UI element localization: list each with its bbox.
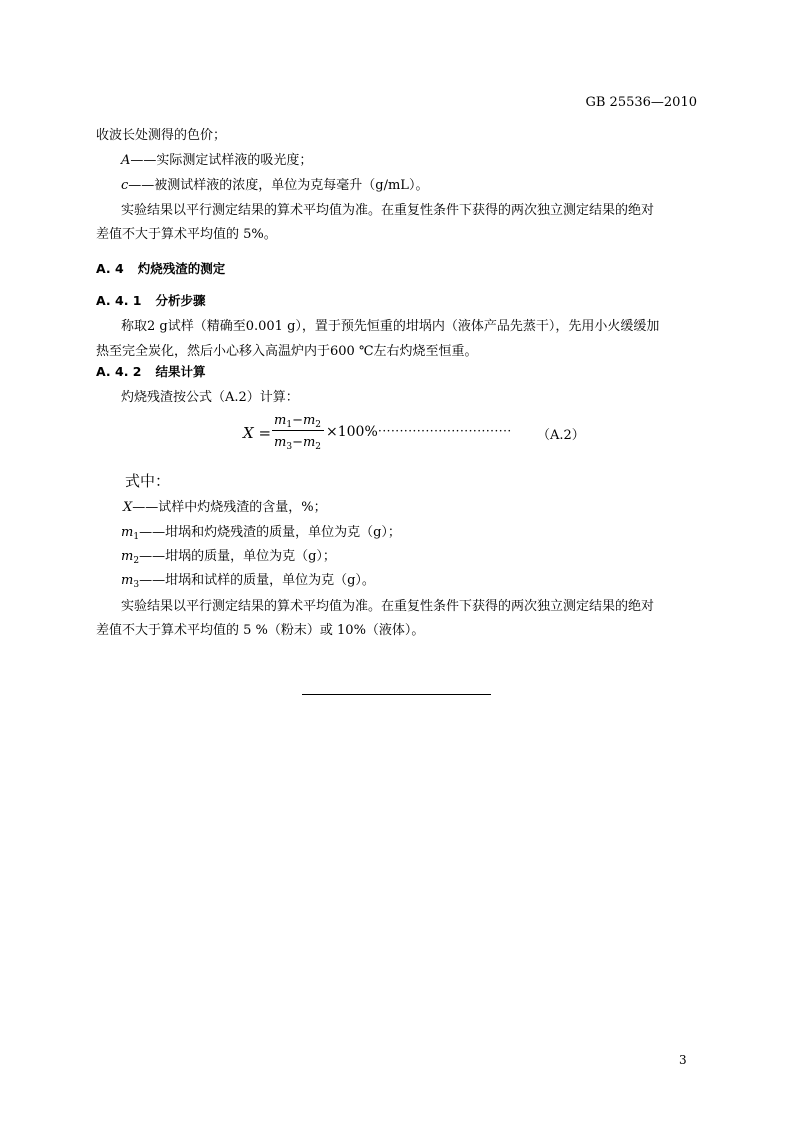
section-title: 灼烧残渣的测定 [137,261,226,276]
section-number: A. 4 [96,261,124,276]
section-heading-a41 [96,291,206,309]
definition-dash: —— [139,525,166,540]
where-description: 试样中灼烧残渣的含量，%； [158,500,327,515]
denominator-operator: − [292,435,303,450]
where-symbol: X [123,500,133,515]
section-heading-a42 [96,362,206,380]
where-description: 坩埚和灼烧残渣的质量，单位为克（g）； [165,525,401,540]
variable-description: 实际测定试样液的吸光度； [156,153,313,168]
where-symbol: m [121,573,134,588]
where-subscript: 2 [133,556,140,566]
variable-symbol: A [121,153,131,168]
denominator-subscript: 2 [315,442,322,452]
variable-c-definition [121,174,428,193]
conclusion-line2: 差值不大于算术平均值的 5 %（粉末）或 10%（液体）。 [96,623,425,638]
fraction-denominator [274,435,321,452]
where-symbol: m [121,549,134,564]
section-title: 结果计算 [155,364,206,379]
definition-dash: —— [139,573,166,588]
section-number: A. 4. 1 [96,293,142,308]
where-item-m2 [121,545,336,566]
numerator-term: m [274,413,287,428]
numerator-operator: − [292,413,303,428]
formula-factor: ×100% [326,424,378,440]
where-subscript: 3 [133,580,140,590]
fraction-bar [272,430,324,431]
variable-description: 被测试样液的浓度，单位为克每毫升（g/mL）。 [154,178,429,193]
result-paragraph-line1: 实验结果以平行测定结果的算术平均值为准。在重复性条件下获得的两次独立测定结果的绝对 [121,203,655,218]
formula-variable: X [243,424,254,442]
formula-equals: = [258,424,272,442]
variable-symbol: c [121,178,129,193]
section-heading-a4 [96,259,225,277]
formula-fraction [272,413,324,453]
where-item-m1 [121,521,401,542]
definition-dash: —— [132,500,159,515]
result-paragraph-line2: 差值不大于算术平均值的 5%。 [96,227,277,242]
formula-lhs [243,424,271,442]
where-heading: 式中： [125,472,171,490]
numerator-subscript: 2 [315,420,322,430]
where-description: 坩埚的质量，单位为克（g）； [165,549,336,564]
calculation-intro: 灼烧残渣按公式（A.2）计算： [121,390,299,405]
fraction-numerator [274,413,321,430]
numerator-subscript: 1 [286,420,293,430]
denominator-term: m [274,435,287,450]
variable-A-definition [121,149,312,168]
numerator-term: m [302,413,316,428]
end-of-standard-rule [302,694,491,695]
where-item-m3 [121,569,375,590]
denominator-subscript: 3 [286,442,293,452]
page-number: 3 [679,1053,687,1067]
definition-dash: —— [130,153,157,168]
definition-dash: —— [128,178,155,193]
procedure-line2: 热至完全炭化，然后小心移入高温炉内于600 ℃左右灼烧至恒重。 [96,344,478,359]
where-symbol: m [121,525,134,540]
where-subscript: 1 [133,532,140,542]
conclusion-line1: 实验结果以平行测定结果的算术平均值为准。在重复性条件下获得的两次独立测定结果的绝对 [121,599,655,614]
formula-label: （A.2） [537,428,585,443]
continuation-line: 收波长处测得的色价； [96,128,227,143]
section-number: A. 4. 2 [96,364,142,379]
standard-code: GB 25536—2010 [585,95,697,110]
procedure-line1: 称取2 g试样（精确至0.001 g），置于预先恒重的坩埚内（液体产品先蒸干），先用小火缓缓加 [121,319,660,334]
definition-dash: —— [139,549,166,564]
where-item-X [123,496,327,517]
denominator-term: m [302,435,316,450]
section-title: 分析步骤 [155,293,206,308]
where-description: 坩埚和试样的质量，单位为克（g）。 [165,573,375,588]
formula-leader-dots: ······························· [378,424,512,438]
